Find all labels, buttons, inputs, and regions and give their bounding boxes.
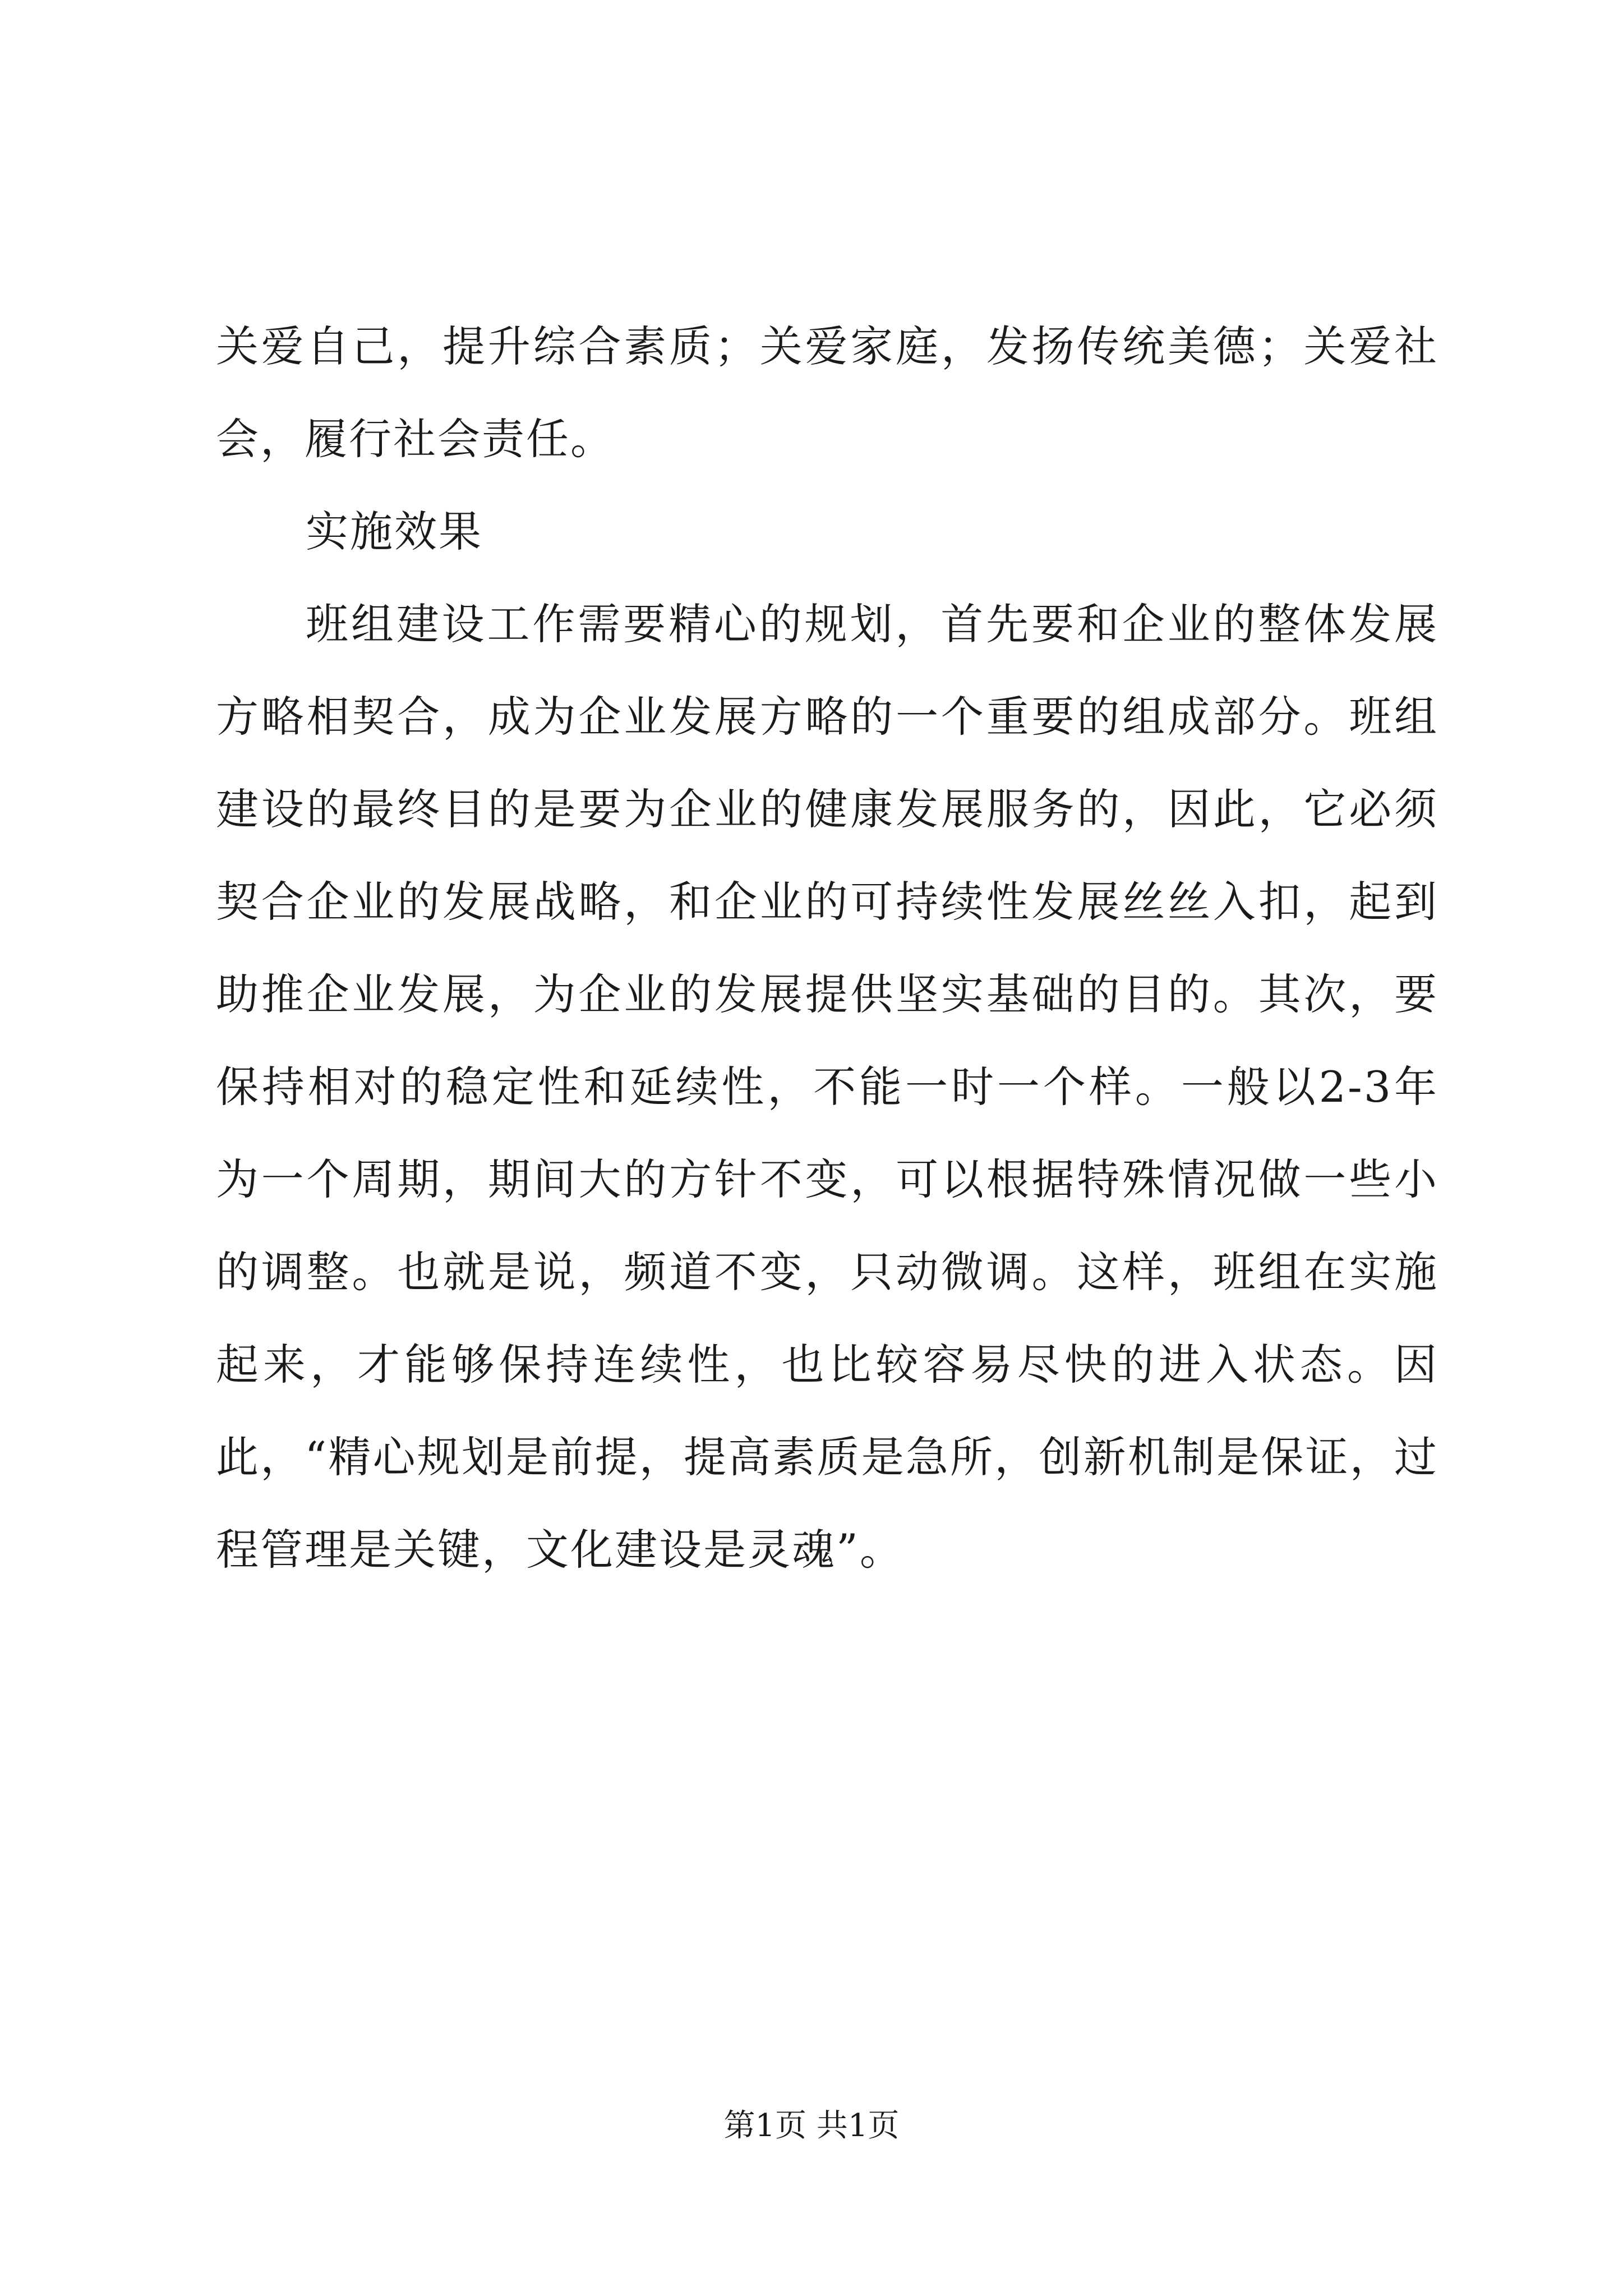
paragraph-care: 关爱自己，提升综合素质；关爱家庭，发扬传统美德；关爱社会，履行社会责任。	[216, 321, 1438, 464]
section-heading: 实施效果	[306, 507, 483, 556]
paragraph-effect: 班组建设工作需要精心的规划，首先要和企业的整体发展方略相契合，成为企业发展方略的一个重要的组成部分。班组建设的最终目的是要为企业的健康发展服务的，因此，它必须契合企业的发展战略，和企业的可持续性发展丝丝入扣，起到助推企业发展，为企业的发展提供坚实基础的目的。其次，要保持相对的稳定性和延续性，不能一时一个样。一般以2-3年为一个周期，期间大的方针不变，可以根据特殊情况做一些小的调整。也就是说，频道不变，只动微调。这样，班组在实施起来，才能够保持连续性，也比较容易尽快的进入状态。因此，“精心规划是前提，提高素质是急所，创新机制是保证，过程管理是关键，文化建设是灵魂”。	[216, 599, 1438, 1575]
document-body	[216, 300, 1438, 1596]
page-number-footer: 第1页 共1页	[723, 2108, 900, 2144]
